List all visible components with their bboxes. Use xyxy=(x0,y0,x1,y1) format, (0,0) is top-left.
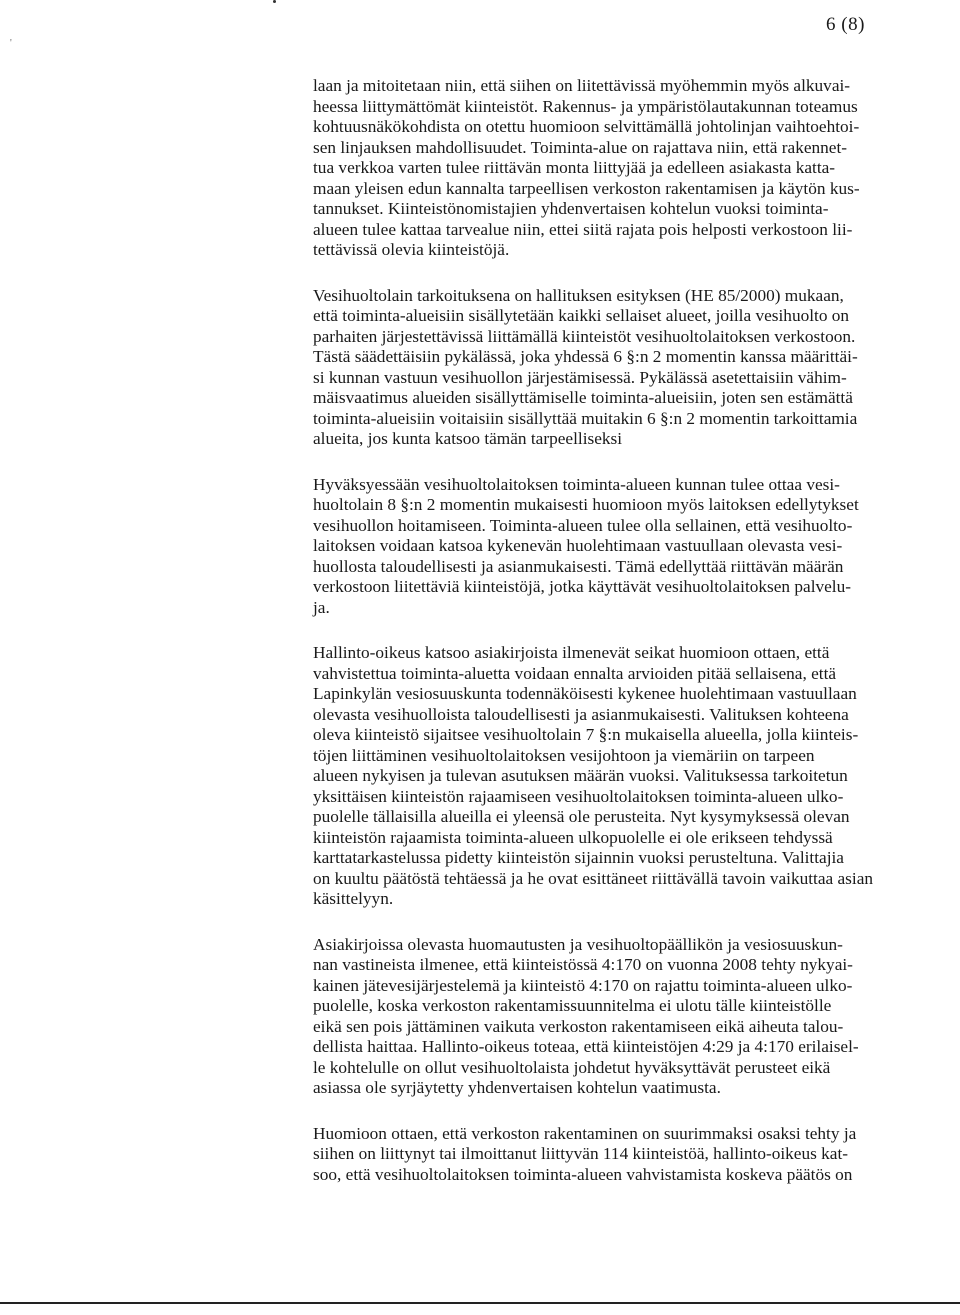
paragraph xyxy=(313,286,929,450)
paragraph xyxy=(313,643,929,910)
text-line: nan vastineista ilmenee, että kiinteistössä 4:170 on vuonna 2008 tehty nykyai- xyxy=(313,955,853,974)
text-line: alueita, jos kunta katsoo tämän tarpeelliseksi xyxy=(313,429,623,448)
text-line: mäisvaatimus alueiden sisällyttämiselle toiminta-alueisiin, joten sen estämättä xyxy=(313,388,853,407)
text-line: oleva kiinteistö sijaitsee vesihuoltolain 7 §:n mukaisella alueella, jolla kiinteis- xyxy=(313,725,859,744)
text-line: dellista haittaa. Hallinto-oikeus toteaa, että kiinteistöjen 4:29 ja 4:170 erilaisel- xyxy=(313,1037,859,1056)
footer-rule xyxy=(0,1302,960,1304)
scan-speck xyxy=(273,0,276,3)
text-line: puolelle tällaisilla alueilla ei yleensä ole perusteita. Nyt kysymyksessä olevan xyxy=(313,807,850,826)
text-line: kohtuusnäkökohdista on otettu huomioon selvittämällä johtolinjan vaihtoehtoi- xyxy=(313,117,860,136)
text-line: Lapinkylän vesiosuuskunta todennäköisesti kykenee huolehtimaan vastuullaan xyxy=(313,684,857,703)
text-line: tannukset. Kiinteistönomistajien yhdenvertaisen kohtelun vuoksi toiminta- xyxy=(313,199,829,218)
text-line: karttatarkastelussa pidetty kiinteistön sijainnin vuoksi perusteltuna. Valittajia xyxy=(313,848,844,867)
text-line: ja. xyxy=(313,597,330,617)
text-line: asiassa ole syrjäytetty yhdenvertaisen kohtelun vaatimusta. xyxy=(313,1078,721,1097)
text-line: Asiakirjoissa olevasta huomautusten ja vesihuoltopäällikön ja vesiosuuskun- xyxy=(313,934,843,954)
text-line: Hyväksyessään vesihuoltolaitoksen toiminta-alueen kunnan tulee ottaa vesi- xyxy=(313,474,840,494)
page-number: 6 (8) xyxy=(826,14,865,35)
text-line: Hallinto-oikeus katsoo asiakirjoista ilmenevät seikat huomioon ottaen, että xyxy=(313,643,830,662)
text-line: soo, että vesihuoltolaitoksen toiminta-alueen vahvistamista koskeva päätös on xyxy=(313,1164,853,1184)
text-line: yksittäisen kiinteistön rajaamiseen vesihuoltolaitoksen toiminta-alueen ulko- xyxy=(313,786,844,806)
text-line: siihen on liittynyt tai ilmoittanut liittyvän 114 kiinteistöä, hallinto-oikeus kat- xyxy=(313,1144,849,1163)
text-line: huoltolain 8 §:n 2 momentin mukaisesti huomioon myös laitoksen edellytykset xyxy=(313,495,859,514)
text-line: maan yleisen edun kannalta tarpeellisen verkoston rakentamisen ja käytön kus- xyxy=(313,178,860,198)
text-line: kiinteistön rajaamista toiminta-alueen ulkopuolelle ei ole erikseen tehdyssä xyxy=(313,827,833,847)
text-line: töjen liittäminen vesihuoltolaitoksen vesijohtoon ja viemäriin on tarpeen xyxy=(313,745,815,765)
text-line: Huomioon ottaen, että verkoston rakentaminen on suurimmaksi osaksi tehty ja xyxy=(313,1123,857,1143)
text-line: parhaiten järjestettävissä liittämällä kiinteistöt vesihuoltolaitoksen verkostoon. xyxy=(313,326,856,346)
text-line: olevasta vesihuolloista taloudellisesti ja asianmukaisesti. Valituksen kohteena xyxy=(313,704,849,724)
text-line: alueen nykyisen ja tulevan asutuksen määrän vuoksi. Valituksessa tarkoitetun xyxy=(313,766,848,785)
text-line: vahvistettua toiminta-aluetta voidaan ennalta arvioiden pitää sellaisena, että xyxy=(313,663,837,683)
text-line: tettävissä olevia kiinteistöjä. xyxy=(313,240,510,259)
text-line: tua verkkoa varten tulee riittävän monta liittyjää ja edelleen asiakasta katta- xyxy=(313,158,836,177)
text-line: laitoksen voidaan katsoa kykenevän huolehtimaan vastuullaan olevasta vesi- xyxy=(313,536,843,555)
text-line: heessa liittymättömät kiinteistöt. Rakennus- ja ympäristölautakunnan toteamus xyxy=(313,96,858,116)
paragraph xyxy=(313,935,929,1099)
text-line: on kuultu päätöstä tehtäessä ja he ovat esittäneet riittävällä tavoin vaikuttaa asian xyxy=(313,868,874,888)
text-line: alueen tulee kattaa tarvealue niin, ettei siitä rajata pois helposti verkostoon lii- xyxy=(313,219,853,239)
text-line: toiminta-alueisiin voitaisiin sisällyttää muitakin 6 §:n 2 momentin tarkoittamia xyxy=(313,408,858,428)
text-line: huollosta taloudellisesti ja asianmukaisesti. Tämä edellyttää riittävän määrän xyxy=(313,556,844,576)
text-line: puolelle, koska verkoston rakentamissuunnitelma ei ulotu tälle kiinteistölle xyxy=(313,996,832,1015)
paragraph xyxy=(313,1124,929,1186)
margin-mark: ' xyxy=(10,38,12,49)
text-line: Tästä säädettäisiin pykälässä, joka yhdessä 6 §:n 2 momentin kanssa määrittäi- xyxy=(313,347,858,366)
text-line: laan ja mitoitetaan niin, että siihen on liitettävissä myöhemmin myös alkuvai- xyxy=(313,76,851,95)
paragraph xyxy=(313,475,929,619)
paragraph xyxy=(313,76,929,261)
text-line: kainen jätevesijärjestelemä ja kiinteistö 4:170 on rajattu toiminta-alueen ulko- xyxy=(313,975,853,995)
text-line: käsittelyyn. xyxy=(313,889,394,908)
text-line: eikä sen pois jättäminen vaikuta verkoston rakentamiseen eikä aiheuta talou- xyxy=(313,1016,844,1036)
document-body xyxy=(313,76,929,1210)
text-line: että toiminta-alueisiin sisällytetään kaikki sellaiset alueet, joilla vesihuolto on xyxy=(313,306,850,325)
text-line: si kunnan vastuun vesihuollon järjestämisessä. Pykälässä asetettaisiin vähim- xyxy=(313,367,847,387)
text-line: sen linjauksen mahdollisuudet. Toiminta-alue on rajattava niin, että rakennet- xyxy=(313,137,848,157)
text-line: verkostoon liitettäviä kiinteistöjä, jotka käyttävät vesihuoltolaitoksen palvelu- xyxy=(313,577,851,596)
text-line: le kohtelulle on ollut vesihuoltolaista johdetut hyväksyttävät perusteet eikä xyxy=(313,1057,831,1077)
text-line: Vesihuoltolain tarkoituksena on hallituksen esityksen (HE 85/2000) mukaan, xyxy=(313,285,844,305)
text-line: vesihuollon hoitamiseen. Toiminta-alueen tulee olla sellainen, että vesihuolto- xyxy=(313,515,853,535)
